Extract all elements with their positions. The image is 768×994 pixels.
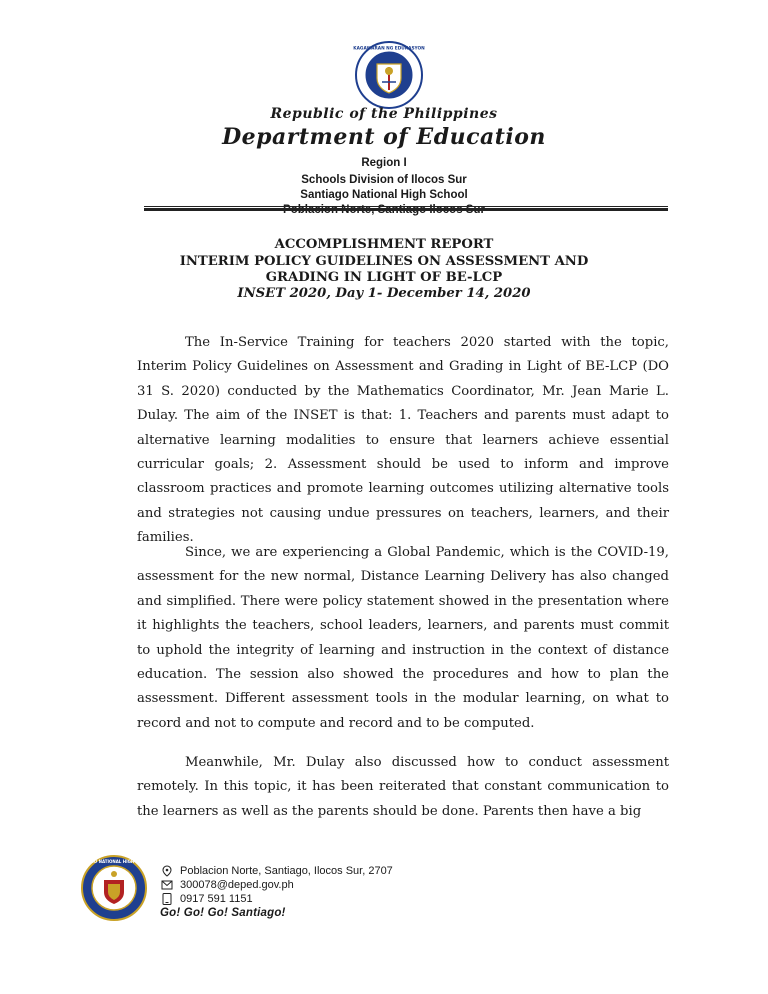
header-divider-thin: [144, 206, 668, 207]
footer-email[interactable]: 300078@deped.gov.ph: [180, 879, 294, 891]
header-divider-thick: [144, 208, 668, 211]
school-name: Santiago National High School: [300, 189, 468, 201]
body-paragraph-1: The In-Service Training for teachers 2020 started with the topic, Interim Policy Guidelines on Assessment and Grading in Light of BE-LCP (DO 31 S. 2020) conducted by the Mathematics Coordinator, Mr. Jean Marie L. Dulay. The aim of the INSET is that: 1. Teachers and parents must adapt to alternative learning modalities to ensure that learners achieve essential curricular goals; 2. Assessment should be used to inform and improve classroom practices and promote learning outcomes utilizing alternative tools and strategies not causing undue pressures on teachers, learners, and their families.: [137, 335, 669, 546]
department-name: Department of Education: [222, 124, 546, 150]
deped-seal-icon: [354, 40, 424, 110]
body-paragraph-2: Since, we are experiencing a Global Pandemic, which is the COVID-19, assessment for the new normal, Distance Learning Delivery has also changed and simplified. There were policy statement showed in the presentation where it highlights the teachers, school leaders, learners, and parents must commit to uphold the integrity of learning and instruction in the context of distance education. The session also showed the procedures and how to plan the assessment. Different assessment tools in the modular learning, on what to record and not to compute and record and to be computed.: [137, 545, 669, 731]
school-seal-icon: [73, 854, 155, 922]
footer-contact: [160, 864, 393, 919]
body-paragraph-3: Meanwhile, Mr. Dulay also discussed how to conduct assessment remotely. In this topic, it has been reiterated that constant communication to the learners as well as the parents should be done. Parents then have a big: [137, 755, 669, 819]
republic-label: Republic of the Philippines: [270, 106, 498, 122]
school-slogan: Go! Go! Go! Santiago!: [160, 907, 286, 919]
report-subtitle-line-1: INTERIM POLICY GUIDELINES ON ASSESSMENT AND: [179, 254, 589, 269]
phone-icon: [160, 893, 174, 905]
svg-text:KAGAWARAN NG EDUKASYON: KAGAWARAN NG EDUKASYON: [353, 46, 425, 52]
report-date-line: INSET 2020, Day 1- December 14, 2020: [237, 286, 531, 301]
report-title: ACCOMPLISHMENT REPORT: [274, 237, 494, 252]
location-pin-icon: [160, 865, 174, 877]
footer-address: Poblacion Norte, Santiago, Ilocos Sur, 2707: [180, 865, 393, 877]
region-label: Region I: [361, 157, 407, 169]
footer-phone: 0917 591 1151: [180, 893, 253, 905]
email-icon: [160, 879, 174, 891]
svg-text:SANTIAGO NATIONAL HIGH SCHOOL: SANTIAGO NATIONAL HIGH SCHOOL: [73, 859, 155, 864]
report-subtitle-line-2: GRADING IN LIGHT OF BE-LCP: [265, 270, 503, 285]
division-label: Schools Division of Ilocos Sur: [301, 174, 467, 186]
